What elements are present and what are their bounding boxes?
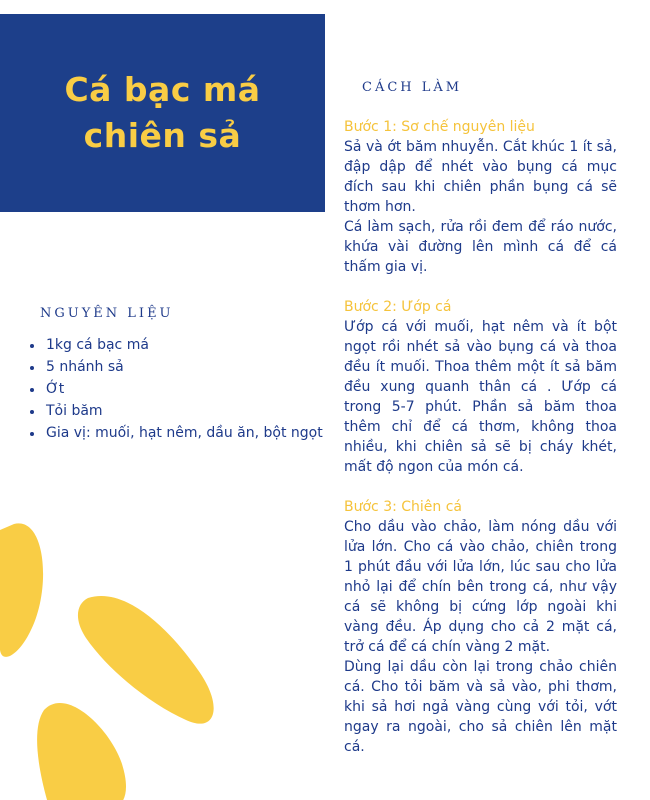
blob-left [0,523,43,656]
recipe-title-line-1: Cá bạc má [64,70,261,109]
ingredient-item: • Ớt [44,378,324,400]
title-banner [0,14,325,212]
method-heading: CÁCH LÀM [362,80,463,95]
step-1-title: Bước 1: Sơ chế nguyên liệu [344,119,535,135]
recipe-title-line-2: chiên sả [83,116,242,155]
recipe-title [64,67,260,159]
step-1-paragraph: Sả và ớt băm nhuyễn. Cắt khúc 1 ít sả, đập dập để nhét vào bụng cá mục đích sau khi chiên phần bụng cá sẽ thơm hơn. [344,139,617,215]
blob-right [78,596,214,724]
blob-bottom [37,703,126,800]
step-3-title: Bước 3: Chiên cá [344,499,463,515]
decorative-blobs [0,520,240,800]
ingredients-list [24,334,324,444]
step-1-paragraph: Cá làm sạch, rửa rồi đem để ráo nước, khứa vài đường lên mình cá để cá thấm gia vị. [344,219,617,275]
step-3 [344,497,617,757]
step-3-paragraph: Dùng lại dầu còn lại trong chảo chiên cá. Cho tỏi băm và sả vào, phi thơm, khi sả hơi ngả vàng cùng với tỏi, vớt ngay ra ngoài, cho sả chiên lên mặt cá. [344,659,617,755]
step-2 [344,297,617,477]
ingredient-item: • 5 nhánh sả [44,356,324,378]
step-2-title: Bước 2: Ướp cá [344,299,452,315]
ingredient-item: • Gia vị: muối, hạt nêm, dầu ăn, bột ngọt [44,422,324,444]
method-steps [344,117,617,777]
ingredient-item: • Tỏi băm [44,400,324,422]
ingredients-heading: NGUYÊN LIỆU [40,306,174,321]
step-3-paragraph: Cho dầu vào chảo, làm nóng dầu với lửa lớn. Cho cá vào chảo, chiên trong 1 phút đầu với lửa lớn, lúc sau cho lửa nhỏ lại để chín bên trong cá, như vậy cá sẽ không bị cứng lớp ngoài khi vàng đều. Áp dụng cho cả 2 mặt cá, trở cá để cá chín vàng 2 mặt. [344,519,617,655]
ingredient-item: • 1kg cá bạc má [44,334,324,356]
step-2-paragraph: Ướp cá với muối, hạt nêm và ít bột ngọt rồi nhét sả vào bụng cá và thoa đều ít muối. Thoa thêm một ít sả băm đều xung quanh thân cá . Ướp cá trong 5-7 phút. Phần sả băm thoa thêm chỉ để cá thơm, không thoa nhiều, khi chiên sả sẽ bị cháy khét, mất độ ngon của món cá. [344,319,617,475]
step-1 [344,117,617,277]
